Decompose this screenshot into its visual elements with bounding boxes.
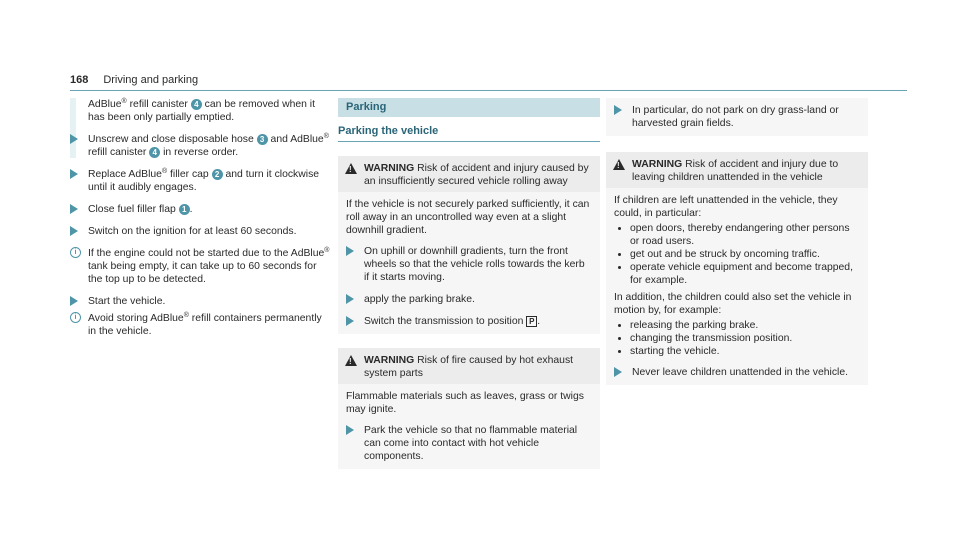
warning-triangle-icon	[345, 163, 357, 174]
warning-label: WARNING	[632, 159, 683, 170]
step-unscrew-hose	[70, 133, 332, 159]
arrow-icon	[346, 246, 354, 256]
text: Unscrew and close disposable hose	[88, 134, 257, 145]
text: .	[537, 316, 541, 327]
text: refill containers permanently in the vehicle.	[88, 313, 322, 337]
column-2	[338, 98, 600, 483]
warning-step	[346, 315, 592, 328]
warning-body	[338, 192, 600, 334]
arrow-icon	[346, 425, 354, 435]
callout-4: 4	[149, 147, 160, 158]
note-avoid-storing	[70, 312, 332, 338]
text: and AdBlue	[267, 134, 324, 145]
column-1	[70, 98, 332, 347]
warning-text: Flammable materials such as leaves, grass or twigs may ignite.	[346, 391, 584, 415]
warning-label: WARNING	[364, 355, 415, 366]
warning-label: WARNING	[364, 163, 415, 174]
callout-3: 3	[257, 134, 268, 145]
list-item: • changing the transmission position.	[630, 332, 860, 345]
arrow-icon	[70, 134, 78, 144]
arrow-icon	[70, 169, 78, 179]
list-item: • get out and be struck by oncoming traffic.	[630, 248, 860, 261]
warning-text: In addition, the children could also set the vehicle in motion by, for example:	[614, 292, 852, 316]
intro-paragraph	[70, 98, 332, 124]
callout-4: 4	[191, 99, 202, 110]
warning-text: If the vehicle is not securely parked sufficiently, it can roll away in an uncontrolled way even at a slight downhill gradient.	[346, 199, 590, 236]
chapter-title: Driving and parking	[103, 74, 199, 86]
text: Switch on the ignition for at least 60 seconds.	[88, 226, 297, 237]
warning-title: Risk of fire caused by hot exhaust system parts	[364, 355, 574, 379]
warning-header	[338, 156, 600, 192]
text: Close fuel filler flap	[88, 204, 179, 215]
warning-body	[606, 188, 868, 385]
text: can be removed when it has been only partially emptied.	[88, 99, 316, 123]
text: AdBlue	[88, 99, 122, 110]
page-header	[70, 74, 907, 91]
arrow-icon	[70, 226, 78, 236]
text: In particular, do not park on dry grass-land or harvested grain fields.	[632, 105, 839, 129]
section-title: Parking	[338, 98, 600, 117]
list-item: • releasing the parking brake.	[630, 319, 860, 332]
warning-title: Risk of accident and injury caused by an insufficiently secured vehicle rolling away	[364, 163, 589, 187]
text: Park the vehicle so that no flammable material can come into contact with hot vehicle components.	[364, 425, 578, 462]
text: If the engine could not be started due to the AdBlue	[88, 248, 325, 259]
callout-2: 2	[212, 169, 223, 180]
arrow-icon	[70, 296, 78, 306]
warning-triangle-icon	[613, 159, 625, 170]
arrow-icon	[70, 204, 78, 214]
info-icon: i	[70, 312, 81, 323]
bullet-list-motion	[614, 319, 860, 358]
text: Never leave children unattended in the vehicle.	[632, 367, 849, 378]
subheading: Parking the vehicle	[338, 125, 600, 142]
bullet-list-risks	[614, 222, 860, 287]
registered-mark: ®	[121, 98, 127, 105]
info-icon: i	[70, 247, 81, 258]
warning-step	[346, 424, 592, 463]
park-position-icon: P	[526, 316, 537, 327]
text: .	[189, 204, 193, 215]
warning-text: If children are left unattended in the vehicle, they could, in particular:	[614, 195, 838, 219]
warning-title: Risk of accident and injury due to leaving children unattended in the vehicle	[632, 159, 839, 183]
warning-step	[346, 245, 592, 284]
note-engine-start	[70, 247, 332, 286]
warning-step	[614, 104, 860, 130]
step-ignition	[70, 225, 332, 238]
step-replace-cap	[70, 168, 332, 194]
arrow-icon	[346, 294, 354, 304]
header-spacer	[91, 74, 100, 86]
registered-mark: ®	[323, 133, 329, 140]
text: Avoid storing AdBlue	[88, 313, 184, 324]
text: Start the vehicle.	[88, 296, 166, 307]
warning-step	[346, 293, 592, 306]
text: tank being empty, it can take up to 60 seconds for the top up to be detected.	[88, 261, 317, 285]
text: apply the parking brake.	[364, 294, 475, 305]
list-item: • operate vehicle equipment and become trapped, for example.	[630, 261, 860, 287]
list-item: • starting the vehicle.	[630, 345, 860, 358]
step-close-flap	[70, 203, 332, 216]
registered-mark: ®	[324, 247, 330, 254]
registered-mark: ®	[161, 168, 168, 175]
text: filler cap	[167, 169, 212, 180]
warning-header	[338, 348, 600, 384]
warning-step	[614, 366, 860, 379]
warning-body	[338, 384, 600, 469]
arrow-icon	[346, 316, 354, 326]
callout-1: 1	[179, 204, 190, 215]
text: refill canister	[126, 99, 191, 110]
arrow-icon	[614, 105, 622, 115]
arrow-icon	[614, 367, 622, 377]
warning-box-children	[606, 152, 868, 385]
text: Replace AdBlue	[88, 169, 162, 180]
list-item: • open doors, thereby endangering other persons or road users.	[630, 222, 860, 248]
page-number: 168	[70, 74, 89, 86]
text: in reverse order.	[160, 147, 239, 158]
step-start-vehicle	[70, 295, 332, 308]
text: refill canister	[88, 147, 150, 158]
warning-box-fire	[338, 348, 600, 469]
warning-continuation	[606, 98, 868, 136]
text: and turn it clockwise until it audibly engages.	[88, 169, 320, 193]
registered-mark: ®	[183, 312, 189, 319]
text: Switch the transmission to position	[364, 316, 527, 327]
text: On uphill or downhill gradients, turn the front wheels so that the vehicle rolls towards the kerb if it starts moving.	[364, 246, 585, 283]
column-3	[606, 98, 868, 399]
warning-header	[606, 152, 868, 188]
warning-triangle-icon	[345, 355, 357, 366]
warning-box-rolling	[338, 156, 600, 334]
